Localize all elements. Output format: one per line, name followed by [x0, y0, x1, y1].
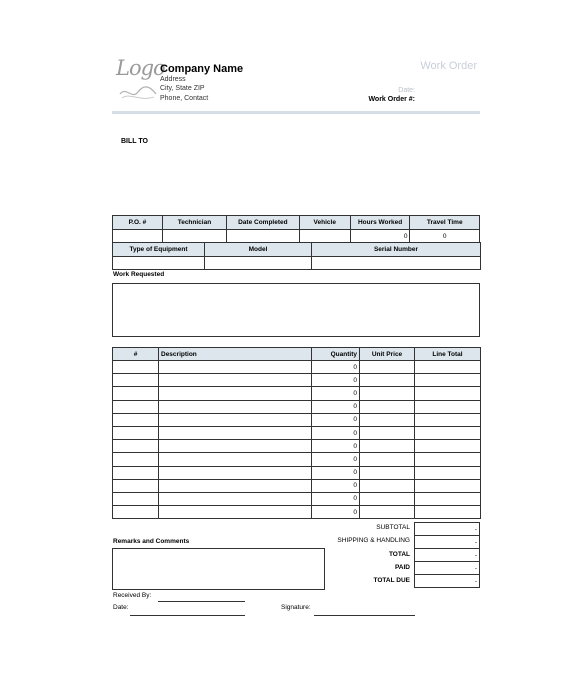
shipping-label: SHIPPING & HANDLING	[337, 537, 410, 544]
items-header-row	[113, 348, 481, 361]
total-due-label: TOTAL DUE	[373, 577, 410, 584]
item-quantity-cell[interactable]: 0	[312, 506, 360, 519]
item-description-cell[interactable]	[159, 506, 312, 519]
item-line-total-cell[interactable]	[415, 506, 481, 519]
header-po: P.O. #	[113, 216, 163, 230]
total-value: -	[415, 549, 480, 562]
item-line-total-cell[interactable]	[415, 426, 481, 439]
paid-label: PAID	[394, 564, 410, 571]
table-row	[113, 492, 481, 505]
total-row	[415, 549, 480, 562]
item-number-cell[interactable]	[113, 492, 159, 505]
item-quantity-cell[interactable]: 0	[312, 387, 360, 400]
item-quantity-cell[interactable]: 0	[312, 440, 360, 453]
equipment-table	[112, 242, 481, 270]
header-vehicle: Vehicle	[299, 216, 350, 230]
po-cell[interactable]	[113, 230, 163, 243]
item-line-total-cell[interactable]	[415, 361, 481, 374]
total-label: TOTAL	[388, 551, 410, 558]
company-name: Company Name	[160, 63, 244, 75]
header-quantity: Quantity	[312, 348, 360, 361]
model-cell[interactable]	[205, 257, 312, 270]
item-quantity-cell[interactable]: 0	[312, 492, 360, 505]
item-description-cell[interactable]	[159, 492, 312, 505]
item-unit-price-cell[interactable]	[360, 387, 415, 400]
company-phone: Phone, Contact	[160, 95, 209, 102]
item-unit-price-cell[interactable]	[360, 426, 415, 439]
header-unit-price: Unit Price	[360, 348, 415, 361]
header-travel-time: Travel Time	[410, 216, 480, 230]
item-quantity-cell[interactable]: 0	[312, 413, 360, 426]
total-due-row	[415, 575, 480, 588]
work-requested-label: Work Requested	[113, 271, 165, 278]
item-description-cell[interactable]	[159, 361, 312, 374]
table-row	[113, 374, 481, 387]
item-line-total-cell[interactable]	[415, 492, 481, 505]
shipping-value[interactable]: -	[415, 536, 480, 549]
item-number-cell[interactable]	[113, 387, 159, 400]
item-quantity-cell[interactable]: 0	[312, 453, 360, 466]
item-line-total-cell[interactable]	[415, 413, 481, 426]
item-number-cell[interactable]	[113, 400, 159, 413]
item-number-cell[interactable]	[113, 374, 159, 387]
header-number: #	[113, 348, 159, 361]
item-unit-price-cell[interactable]	[360, 492, 415, 505]
paid-value[interactable]: -	[415, 562, 480, 575]
item-description-cell[interactable]	[159, 387, 312, 400]
equipment-type-cell[interactable]	[113, 257, 205, 270]
job-details-table	[112, 215, 480, 243]
item-line-total-cell[interactable]	[415, 453, 481, 466]
hours-worked-cell[interactable]: 0	[350, 230, 410, 243]
item-number-cell[interactable]	[113, 506, 159, 519]
item-quantity-cell[interactable]: 0	[312, 400, 360, 413]
subtotal-value: -	[415, 523, 480, 536]
item-unit-price-cell[interactable]	[360, 361, 415, 374]
sign-date-label: Date:	[113, 604, 129, 611]
item-quantity-cell[interactable]: 0	[312, 426, 360, 439]
equipment-row	[113, 257, 481, 270]
item-number-cell[interactable]	[113, 426, 159, 439]
item-line-total-cell[interactable]	[415, 387, 481, 400]
travel-time-cell[interactable]: 0	[410, 230, 480, 243]
item-description-cell[interactable]	[159, 453, 312, 466]
header-model: Model	[205, 243, 312, 257]
item-line-total-cell[interactable]	[415, 374, 481, 387]
item-description-cell[interactable]	[159, 440, 312, 453]
item-description-cell[interactable]	[159, 479, 312, 492]
date-completed-cell[interactable]	[226, 230, 299, 243]
item-number-cell[interactable]	[113, 413, 159, 426]
table-row	[113, 506, 481, 519]
table-row	[113, 440, 481, 453]
item-unit-price-cell[interactable]	[360, 479, 415, 492]
work-requested-box[interactable]	[112, 283, 480, 337]
item-description-cell[interactable]	[159, 374, 312, 387]
header-equipment-type: Type of Equipment	[113, 243, 205, 257]
item-unit-price-cell[interactable]	[360, 466, 415, 479]
company-address: Address	[160, 76, 186, 83]
remarks-box[interactable]	[112, 548, 325, 590]
subtotal-row	[415, 523, 480, 536]
item-quantity-cell[interactable]: 0	[312, 479, 360, 492]
header-description: Description	[159, 348, 312, 361]
paid-row	[415, 562, 480, 575]
item-number-cell[interactable]	[113, 361, 159, 374]
received-by-line[interactable]	[158, 601, 245, 602]
item-unit-price-cell[interactable]	[360, 374, 415, 387]
header-hours-worked: Hours Worked	[350, 216, 410, 230]
job-table-header-row	[113, 216, 480, 230]
header-serial-number: Serial Number	[312, 243, 481, 257]
job-table-row	[113, 230, 480, 243]
table-row	[113, 466, 481, 479]
item-quantity-cell[interactable]: 0	[312, 361, 360, 374]
item-description-cell[interactable]	[159, 426, 312, 439]
table-row	[113, 413, 481, 426]
item-line-total-cell[interactable]	[415, 479, 481, 492]
item-line-total-cell[interactable]	[415, 466, 481, 479]
item-unit-price-cell[interactable]	[360, 453, 415, 466]
header-line-total: Line Total	[415, 348, 481, 361]
logo-swirl-icon	[118, 82, 158, 102]
table-row	[113, 361, 481, 374]
document-title: Work Order	[420, 60, 477, 72]
item-unit-price-cell[interactable]	[360, 440, 415, 453]
item-number-cell[interactable]	[113, 479, 159, 492]
company-logo: Logo	[116, 56, 165, 80]
item-unit-price-cell[interactable]	[360, 413, 415, 426]
table-row	[113, 426, 481, 439]
company-city: City, State ZIP	[160, 85, 205, 92]
sign-date-line[interactable]	[130, 615, 245, 616]
bill-to-label: BILL TO	[121, 138, 148, 145]
technician-cell[interactable]	[162, 230, 226, 243]
item-quantity-cell[interactable]: 0	[312, 466, 360, 479]
item-description-cell[interactable]	[159, 466, 312, 479]
signature-label: Signature:	[281, 604, 311, 611]
item-unit-price-cell[interactable]	[360, 506, 415, 519]
shipping-row	[415, 536, 480, 549]
item-line-total-cell[interactable]	[415, 400, 481, 413]
header-divider	[112, 111, 480, 114]
received-by-label: Received By:	[113, 592, 152, 599]
table-row	[113, 453, 481, 466]
line-items-table	[112, 347, 481, 519]
item-description-cell[interactable]	[159, 400, 312, 413]
header-technician: Technician	[162, 216, 226, 230]
total-due-value: -	[415, 575, 480, 588]
work-order-number-label: Work Order #:	[368, 96, 415, 103]
equipment-header-row	[113, 243, 481, 257]
item-description-cell[interactable]	[159, 413, 312, 426]
item-number-cell[interactable]	[113, 440, 159, 453]
serial-number-cell[interactable]	[312, 257, 481, 270]
item-unit-price-cell[interactable]	[360, 400, 415, 413]
item-number-cell[interactable]	[113, 453, 159, 466]
totals-table	[414, 522, 480, 588]
table-row	[113, 387, 481, 400]
vehicle-cell[interactable]	[299, 230, 350, 243]
table-row	[113, 400, 481, 413]
item-number-cell[interactable]	[113, 466, 159, 479]
item-quantity-cell[interactable]: 0	[312, 374, 360, 387]
subtotal-label: SUBTOTAL	[376, 524, 410, 531]
remarks-label: Remarks and Comments	[113, 538, 190, 545]
table-row	[113, 479, 481, 492]
header-date-completed: Date Completed	[226, 216, 299, 230]
signature-line[interactable]	[314, 615, 415, 616]
date-label: Date:	[398, 87, 415, 94]
item-line-total-cell[interactable]	[415, 440, 481, 453]
